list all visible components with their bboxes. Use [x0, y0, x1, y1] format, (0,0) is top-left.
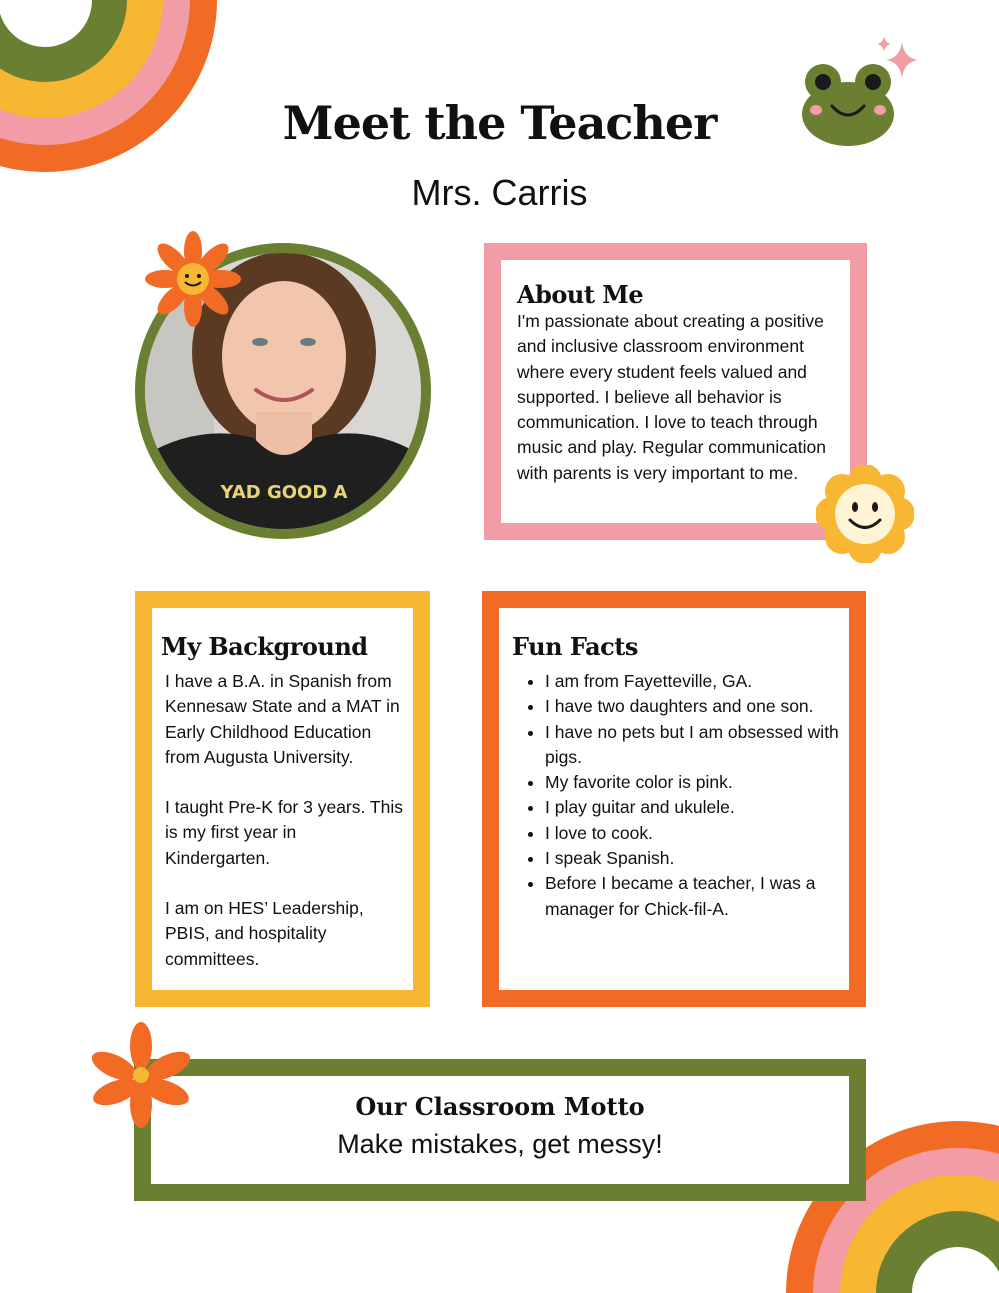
shirt-text: YAD GOOD A	[220, 482, 348, 503]
teacher-name: Mrs. Carris	[411, 172, 588, 213]
background-paragraph: I am on HES’ Leadership, PBIS, and hospitality committees.	[165, 898, 364, 969]
list-item: • I have two daughters and one son.	[545, 694, 839, 719]
smiley-flower-icon	[145, 231, 241, 327]
smiley-flower-icon	[816, 465, 914, 563]
fun-facts-list	[513, 669, 839, 922]
background-card	[135, 591, 430, 1007]
about-me-heading: About Me	[517, 280, 644, 309]
motto-heading: Our Classroom Motto	[355, 1092, 645, 1121]
sparkle-icon	[872, 34, 922, 84]
background-paragraph: I have a B.A. in Spanish from Kennesaw State and a MAT in Early Childhood Education from Augusta University.	[165, 671, 400, 767]
background-paragraph: I taught Pre-K for 3 years. This is my first year in Kindergarten.	[165, 797, 403, 868]
list-item: • Before I became a teacher, I was a manager for Chick-fil-A.	[545, 871, 839, 922]
list-item: • I love to cook.	[545, 821, 839, 846]
list-item: • My favorite color is pink.	[545, 770, 839, 795]
motto-text: Make mistakes, get messy!	[337, 1129, 663, 1159]
rainbow-top-left-icon	[0, 0, 230, 190]
fun-facts-card	[482, 591, 866, 1007]
background-heading: My Background	[161, 632, 368, 661]
fun-facts-heading: Fun Facts	[512, 632, 638, 661]
page-title: Meet the Teacher	[282, 96, 717, 150]
background-text	[165, 669, 403, 972]
motto-card	[134, 1059, 866, 1201]
list-item: • I play guitar and ukulele.	[545, 795, 839, 820]
about-me-card	[484, 243, 867, 540]
list-item: • I speak Spanish.	[545, 846, 839, 871]
list-item: • I have no pets but I am obsessed with pigs.	[545, 720, 839, 771]
list-item: • I am from Fayetteville, GA.	[545, 669, 839, 694]
about-me-text: I'm passionate about creating a positive and inclusive classroom environment where every student feels valued and supported. I believe all behavior is communication. I love to teach through music and play. Regular communication with parents is very important to me.	[517, 311, 826, 483]
flower-icon	[92, 1022, 190, 1130]
